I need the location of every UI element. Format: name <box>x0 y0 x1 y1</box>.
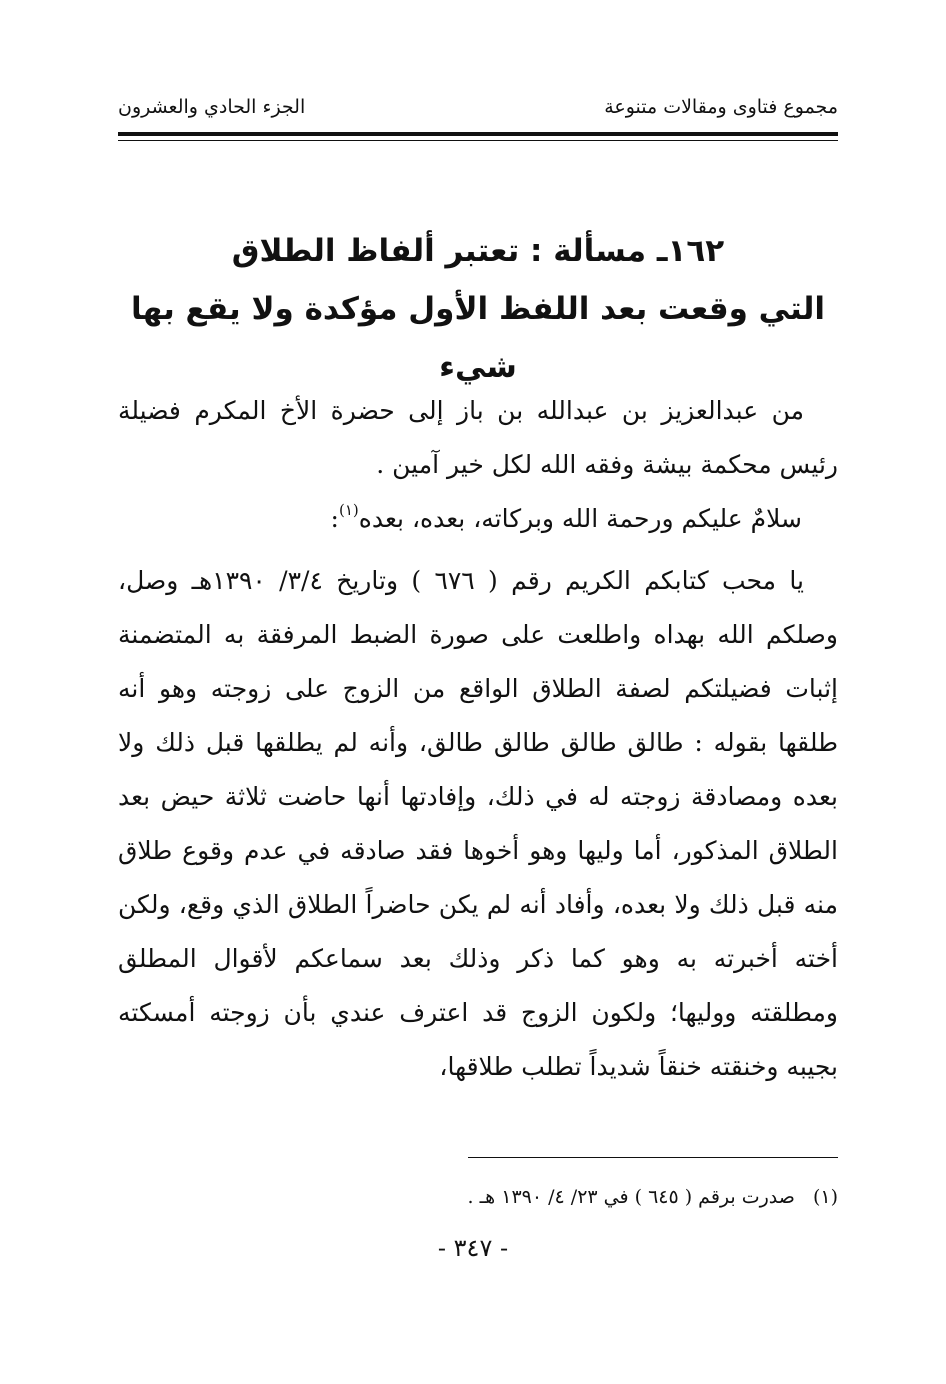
footnote-reference: (١) <box>338 501 359 519</box>
header-rule-thin <box>118 140 838 141</box>
main-paragraph: يا محب كتابكم الكريم رقم ( ٦٧٦ ) وتاريخ ٣/٤/ ١٣٩٠هـ وصل، وصلكم الله بهداه واطلعت على صورة الضبط المرفقة به المتضمنة إثبات فضيلتكم لصفة الطلاق الواقع من الزوج على زوجته وهو أنه طلقها بقوله : طالق طالق طالق طالق، وأنه لم يطلقها قبل ذلك ولا بعده ومصادقة زوجته له في ذلك، وإفادتها أنها حاضت ثلاثة حيض بعد الطلاق المذكور، أما وليها وهو أخوها فقد صادقه في عدم وقوع طلاق منه قبل ذلك ولا بعده، وأفاد أنه لم يكن حاضراً الطلاق الذي وقع، ولكن أخته أخبرته به وهو كما ذكر وذلك بعد سماعكم لأقوال المطلق ومطلقته ووليها؛ ولكون الزوج قد اعترف عندي بأن زوجته أمسكته بجيبه وخنقته خنقاً شديداً تطلب طلاقها، <box>118 566 838 1081</box>
book-title: مجموع فتاوى ومقالات متنوعة <box>604 96 838 118</box>
volume-label: الجزء الحادي والعشرون <box>118 96 306 118</box>
running-header <box>118 96 838 130</box>
article-title <box>118 222 838 396</box>
intro-paragraph: من عبدالعزيز بن عبدالله بن باز إلى حضرة الأخ المكرم فضيلة رئيس محكمة بيشة وفقه الله لكل خير آمين . <box>118 396 838 479</box>
salutation-paragraph <box>118 492 838 546</box>
article-body <box>118 384 838 1094</box>
footnote <box>118 1182 838 1212</box>
salutation-end: : <box>330 504 339 533</box>
title-line-2: التي وقعت بعد اللفظ الأول مؤكدة ولا يقع بها شيء <box>131 291 825 385</box>
page-number: - ٣٤٧ - <box>437 1234 509 1262</box>
footnote-number: (١) <box>812 1186 838 1208</box>
footnote-separator <box>468 1157 838 1158</box>
title-line-1: ١٦٢ـ مسألة : تعتبر ألفاظ الطلاق <box>231 233 725 269</box>
footnote-text: صدرت برقم ( ٦٤٥ ) في ٢٣/ ٤/ ١٣٩٠ هـ . <box>467 1186 795 1208</box>
header-rule-thick <box>118 132 838 136</box>
salutation-text: سلامٌ عليكم ورحمة الله وبركاته، بعده، بعده <box>358 504 802 533</box>
